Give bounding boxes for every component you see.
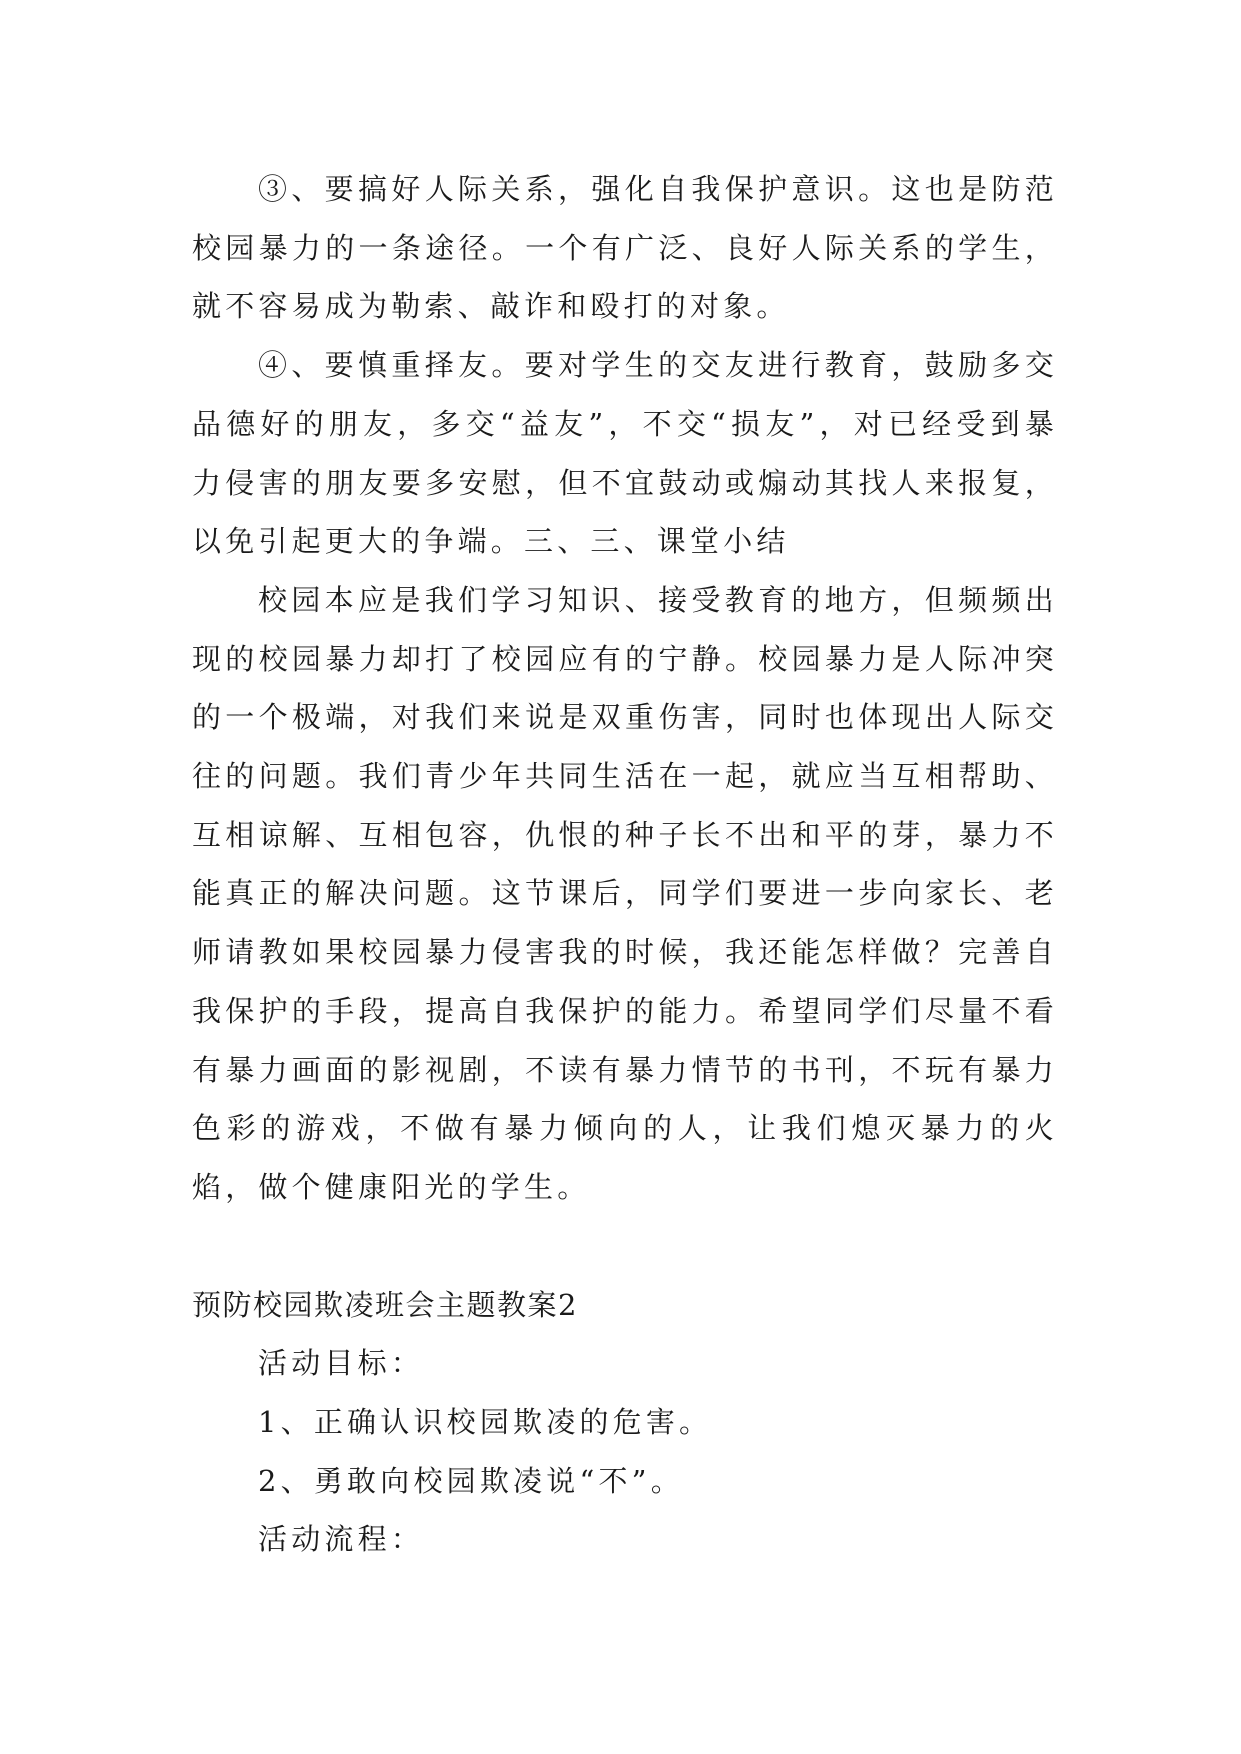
paragraph-choose-friends: ④、要慎重择友。要对学生的交友进行教育，鼓励多交品德好的朋友，多交“益友”，不交“损友”，对已经受到暴力侵害的朋友要多安慰，但不宜鼓动或煽动其找人来报复，以免引起更大的争端。三、三、课堂小结 — [192, 348, 1058, 559]
goal-item-1: 1、正确认识校园欺凌的危害。 — [258, 1405, 713, 1440]
paragraph-protection-awareness: ③、要搞好人际关系，强化自我保护意识。这也是防范校园暴力的一条途径。一个有广泛、良好人际关系的学生，就不容易成为勒索、敲诈和殴打的对象。 — [192, 172, 1058, 324]
section-title: 预防校园欺凌班会主题教案2 — [192, 1287, 578, 1322]
activity-process-label: 活动流程： — [258, 1522, 425, 1557]
activity-goals-label: 活动目标： — [258, 1346, 425, 1381]
document-body — [192, 160, 1058, 1569]
paragraph-class-summary: 校园本应是我们学习知识、接受教育的地方，但频频出现的校园暴力却打了校园应有的宁静。校园暴力是人际冲突的一个极端，对我们来说是双重伤害，同时也体现出人际交往的问题。我们青少年共同生活在一起，就应当互相帮助、互相谅解、互相包容，仇恨的种子长不出和平的芽，暴力不能真正的解决问题。这节课后，同学们要进一步向家长、老师请教如果校园暴力侵害我的时候，我还能怎样做？完善自我保护的手段，提高自我保护的能力。希望同学们尽量不看有暴力画面的影视剧，不读有暴力情节的书刊，不玩有暴力色彩的游戏，不做有暴力倾向的人，让我们熄灭暴力的火焰，做个健康阳光的学生。 — [192, 582, 1058, 1204]
goal-item-2: 2、勇敢向校园欺凌说“不”。 — [258, 1463, 684, 1498]
